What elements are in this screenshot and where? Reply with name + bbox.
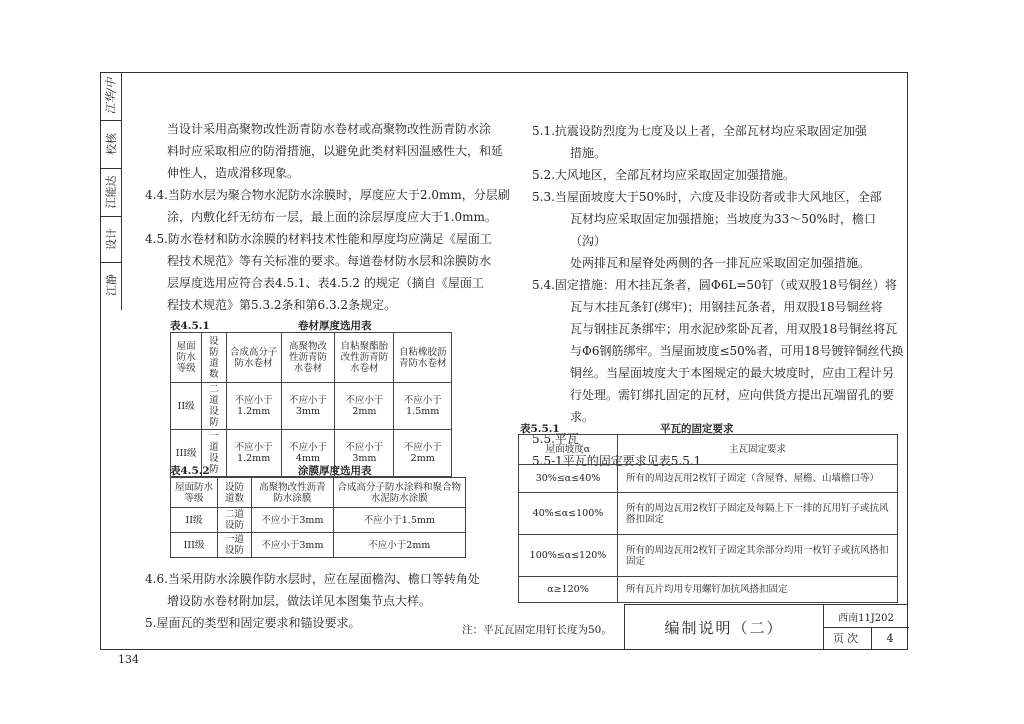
- table-cell: 不应小于1.2mm: [226, 430, 281, 477]
- table-cell: 不应小于3mm: [252, 508, 333, 533]
- text-line: 5.3.当屋面坡度大于50%时，六度及非设防者或非大风地区，全部: [532, 190, 882, 204]
- text-line: 处两排瓦和屋脊处两侧的各一排瓦应采取固定加强措施。: [570, 256, 871, 270]
- table3-title: 平瓦的固定要求: [660, 423, 734, 435]
- text-line: 料时应采取相应的防滑措施，以避免此类材料因温感性大，和延: [167, 144, 504, 158]
- table-cell: 不应小于3mm: [252, 533, 333, 558]
- sidebar-cell-1: [100, 120, 121, 169]
- table1-header: 设防道数: [202, 333, 227, 383]
- table-cell: 不应小于3mm: [281, 383, 335, 430]
- table-cell: 二道设防: [202, 383, 227, 430]
- table-cell: 不应小于2mm: [335, 383, 394, 430]
- table-row: [171, 383, 452, 430]
- table2-title: 涂膜厚度选用表: [298, 465, 372, 477]
- table-cell: 100%≤α≤120%: [519, 535, 618, 577]
- text-line: 5.1.抗震设防烈度为七度及以上者，全部瓦材均应采取固定加强: [532, 124, 867, 138]
- table1-header: 合成高分子防水卷材: [226, 333, 281, 383]
- text-line: 4.6.当采用防水涂膜作防水层时，应在屋面檐沟、檐口等转角处: [145, 572, 480, 586]
- table3-caption: 表5.5.1: [520, 423, 560, 435]
- text-line: 层厚度选用应符合表4.5.1、表4.5.2 的规定（摘自《屋面工: [167, 276, 484, 290]
- left-column: [145, 118, 515, 316]
- table2-header: 设防道数: [217, 478, 251, 508]
- table-cell: 所有的周边瓦用2枚钉子固定（含屋脊、屋檐、山墙檐口等）: [618, 465, 898, 493]
- table-cell: 所有的周边瓦用2枚钉子固定其余部分均用一枚钉子或抗风搭扣固定: [618, 535, 898, 577]
- table-row: [171, 508, 466, 533]
- table1-title: 卷材厚度选用表: [298, 320, 372, 332]
- approval-sidebar: [100, 72, 122, 310]
- signature-cell: [100, 72, 121, 121]
- table2-header: 高聚物改性沥青防水涂膜: [252, 478, 333, 508]
- table-cell: 不应小于1.2mm: [226, 383, 281, 430]
- table-cell: 二道设防: [217, 508, 251, 533]
- atlas-code: 西南11J202: [823, 605, 909, 628]
- text-line: 4.5.防水卷材和防水涂膜的材料技术性能和厚度均应满足《屋面工: [145, 232, 492, 246]
- table-tile-fixing: [518, 434, 898, 603]
- table3-header: 主瓦固定要求: [618, 435, 898, 465]
- text-line: 增设防水卷材附加层，做法详见本图集节点大样。: [167, 594, 432, 608]
- table-cell: 40%≤α≤100%: [519, 493, 618, 535]
- text-line: 5.屋面瓦的类型和固定要求和锚设要求。: [145, 616, 361, 630]
- text-line: 瓦材均应采取固定加强措施；当坡度为33～50%时，檐口（沟）: [570, 212, 876, 248]
- sidebar-cell-2: [100, 168, 121, 217]
- table-cell: III级: [171, 533, 218, 558]
- table-row: [519, 493, 898, 535]
- table1-header: 高聚物改性沥青防水卷材: [281, 333, 335, 383]
- text-line: 行处理。需钉绑扎固定的瓦材，应向供货方提出瓦端留孔的要求。: [570, 388, 895, 424]
- table3-header: 屋面坡度α: [519, 435, 618, 465]
- table-cell: 所有的周边瓦用2枚钉子固定及每隔上下一排的瓦用钉子或抗风搭扣固定: [618, 493, 898, 535]
- text-line: 5.5-1平瓦的固定要求见表5.5.1: [532, 454, 702, 468]
- signature: 江华/中: [104, 77, 118, 115]
- table-roll-thickness: [170, 332, 452, 477]
- table-cell: 不应小于4mm: [281, 430, 335, 477]
- text-line: 瓦与木挂瓦条钉(绑牢)；用钢挂瓦条者，用双股18号铜丝将: [570, 300, 883, 314]
- text-line: 措施。: [570, 146, 607, 160]
- right-column: [532, 120, 904, 472]
- table2-caption: 表4.5.2: [170, 465, 210, 477]
- text-line: 程技术规范》第5.3.2条和第6.3.2条规定。: [167, 298, 397, 312]
- text-line: 5.2.大风地区，全部瓦材均应采取固定加强措施。: [532, 168, 795, 182]
- page-number: 134: [118, 653, 139, 666]
- table-row: [171, 533, 466, 558]
- table-cell: 30%≤α≤40%: [519, 465, 618, 493]
- table1-caption: 表4.5.1: [170, 320, 210, 332]
- text-line: 5.4.固定措施：用木挂瓦条者，圆Φ6L=50钉（或双股18号铜丝）将: [532, 278, 897, 292]
- page-label: 页次: [823, 627, 872, 649]
- sidebar-label: 江能达: [104, 175, 118, 209]
- table-cell: 一道设防: [202, 430, 227, 477]
- table-row: [519, 577, 898, 603]
- table-row: [519, 535, 898, 577]
- table-cell: 不应小于1.5mm: [394, 383, 452, 430]
- table-cell: 不应小于2mm: [394, 430, 452, 477]
- text-line: 铜丝。当屋面坡度大于本图规定的最大坡度时，应由工程计另: [570, 366, 895, 380]
- left-bottom-text: [145, 568, 515, 634]
- page-value: 4: [886, 631, 894, 645]
- title-block: [624, 604, 908, 650]
- table2-header: 合成高分子防水涂料和聚合物水泥防水涂膜: [333, 478, 465, 508]
- table2-header: 屋面防水等级: [171, 478, 218, 508]
- table1-header: 屋面防水等级: [171, 333, 202, 383]
- text-line: 涂，内敷化纤无纺布一层，最上面的涂层厚度应大于1.0mm。: [167, 210, 497, 224]
- sidebar-cell-4: [100, 262, 121, 308]
- table1-header: 自粘橡胶沥青防水卷材: [394, 333, 452, 383]
- table-cell: 不应小于2mm: [333, 533, 465, 558]
- table-cell: 一道设防: [217, 533, 251, 558]
- text-line: 瓦与钢挂瓦条绑牢；用水泥砂浆卧瓦者，用双股18号铜丝将瓦: [570, 322, 898, 336]
- text-line: 程技术规范》等有关标准的要求。每道卷材防水层和涂膜防水: [167, 254, 492, 268]
- table1-header: 自粘聚酯胎改性沥青防水卷材: [335, 333, 394, 383]
- table-cell: II级: [171, 383, 202, 430]
- table-cell: 所有瓦片均用专用螺钉加抗风搭扣固定: [618, 577, 898, 603]
- table-cell: 不应小于1.5mm: [333, 508, 465, 533]
- sidebar-label: 校核: [104, 133, 118, 155]
- text-line: 4.4.当防水层为聚合物水泥防水涂膜时，厚度应大于2.0mm，分层刷: [145, 188, 510, 202]
- text-line: 与Φ6钢筋绑牢。当屋面坡度≤50%者，可用18号镀锌铜丝代换: [570, 344, 904, 358]
- sidebar-cell-3: [100, 216, 121, 263]
- table-cell: III级: [171, 430, 202, 477]
- text-line: 5.5.平瓦: [532, 432, 579, 446]
- note: 注：平瓦瓦固定用钉长度为50。: [462, 624, 612, 636]
- text-line: 伸性人，造成滑移现象。: [167, 166, 300, 180]
- table-coating-thickness: [170, 477, 466, 558]
- table-row: [519, 465, 898, 493]
- table-cell: α≥120%: [519, 577, 618, 603]
- table-cell: II级: [171, 508, 218, 533]
- sidebar-label: 江静: [104, 274, 118, 296]
- text-line: 当设计采用高聚物改性沥青防水卷材或高聚物改性沥青防水涂: [167, 122, 492, 136]
- table-cell: 不应小于3mm: [335, 430, 394, 477]
- sidebar-label: 设计: [104, 228, 118, 250]
- drawing-title: 编制说明（二）: [625, 605, 824, 649]
